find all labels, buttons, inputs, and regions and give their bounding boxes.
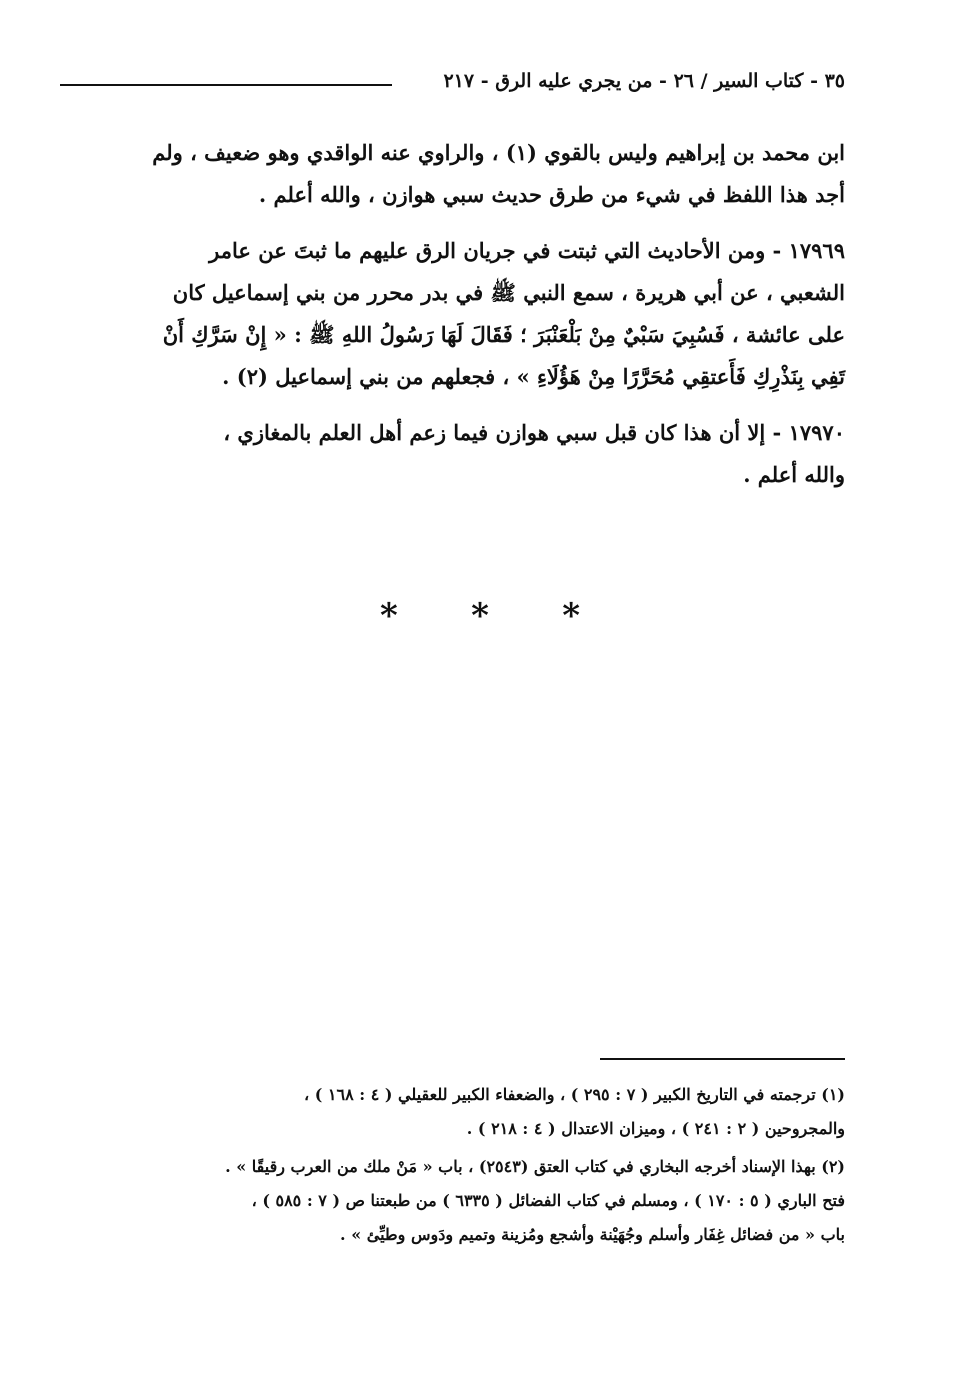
- header-title: ٣٥ - كتاب السير / ٢٦ - من يجري عليه الرق - ٢١٧: [443, 70, 845, 92]
- text-line: والله أعلم .: [743, 462, 845, 487]
- running-header: [60, 64, 845, 104]
- footnotes: [95, 1078, 845, 1256]
- paragraph: [100, 132, 845, 216]
- paragraph: [100, 230, 845, 398]
- footnote-line: فتح الباري ( ٥ : ١٧٠ ) ، ومسلم في كتاب الفضائل ( ٦٣٣٥ ) من طبعتنا ص ( ٧ : ٥٨٥ ) ،: [251, 1191, 845, 1210]
- star-glyph: *: [562, 596, 580, 636]
- star-glyph: *: [471, 596, 489, 636]
- text-line: ابن محمد بن إبراهيم وليس بالقوي (١) ، والراوي عنه الواقدي وهو ضعيف ، ولم: [152, 140, 845, 165]
- footnote: [95, 1150, 845, 1252]
- footnote-rule: [600, 1058, 845, 1060]
- text-line: الشعبي ، عن أبي هريرة ، سمع النبي ﷺ في بدر محرر من بني إسماعيل كان: [172, 280, 845, 305]
- footnote: [95, 1078, 845, 1146]
- text-line: ١٧٩٧٠ - إلا أن هذا كان قبل سبي هوازن فيما زعم أهل العلم بالمغازي ،: [223, 420, 845, 445]
- text-line: على عائشة ، فَسُبِيَ سَبْيٌ مِنْ بَلْعَنْبَرَ ؛ فَقَالَ لَهَا رَسُولُ اللهِ ﷺ : « إِنْ سَرَّكِ أَنْ: [162, 322, 845, 347]
- text-line: تَفِي بِنَذْرِكِ فَأَعتقِي مُحَرَّرًا مِنْ هَؤُلَاءِ » ، فجعلهم من بني إسماعيل (٢) .: [222, 364, 845, 389]
- star-glyph: *: [380, 596, 398, 636]
- text-line: أجد هذا اللفظ في شيء من طرق حديث سبي هوازن ، والله أعلم .: [258, 182, 845, 207]
- main-text: [100, 132, 845, 510]
- footnote-line: والمجروحين ( ٢ : ٢٤١ ) ، وميزان الاعتدال ( ٤ : ٢١٨ ) .: [466, 1119, 845, 1138]
- paragraph: [100, 412, 845, 496]
- section-separator: [380, 596, 580, 636]
- footnote-line: (٢) بهذا الإسناد أخرجه البخاري في كتاب العتق (٢٥٤٣) ، باب « مَنْ ملك من العرب رقيقًا » .: [225, 1157, 845, 1176]
- footnote-line: (١) ترجمته في التاريخ الكبير ( ٧ : ٢٩٥ ) ، والضعفاء الكبير للعقيلي ( ٤ : ١٦٨ ) ،: [304, 1085, 845, 1104]
- header-rule: [60, 84, 392, 86]
- footnote-line: باب « من فضائل غِفَار وأسلم وجُهَيْنة وأشجع ومُزينة وتميم ودَوس وطيِّئ » .: [340, 1225, 845, 1244]
- text-line: ١٧٩٦٩ - ومن الأحاديث التي ثبتت في جريان الرق عليهم ما ثبتَ عن عامر: [209, 238, 845, 263]
